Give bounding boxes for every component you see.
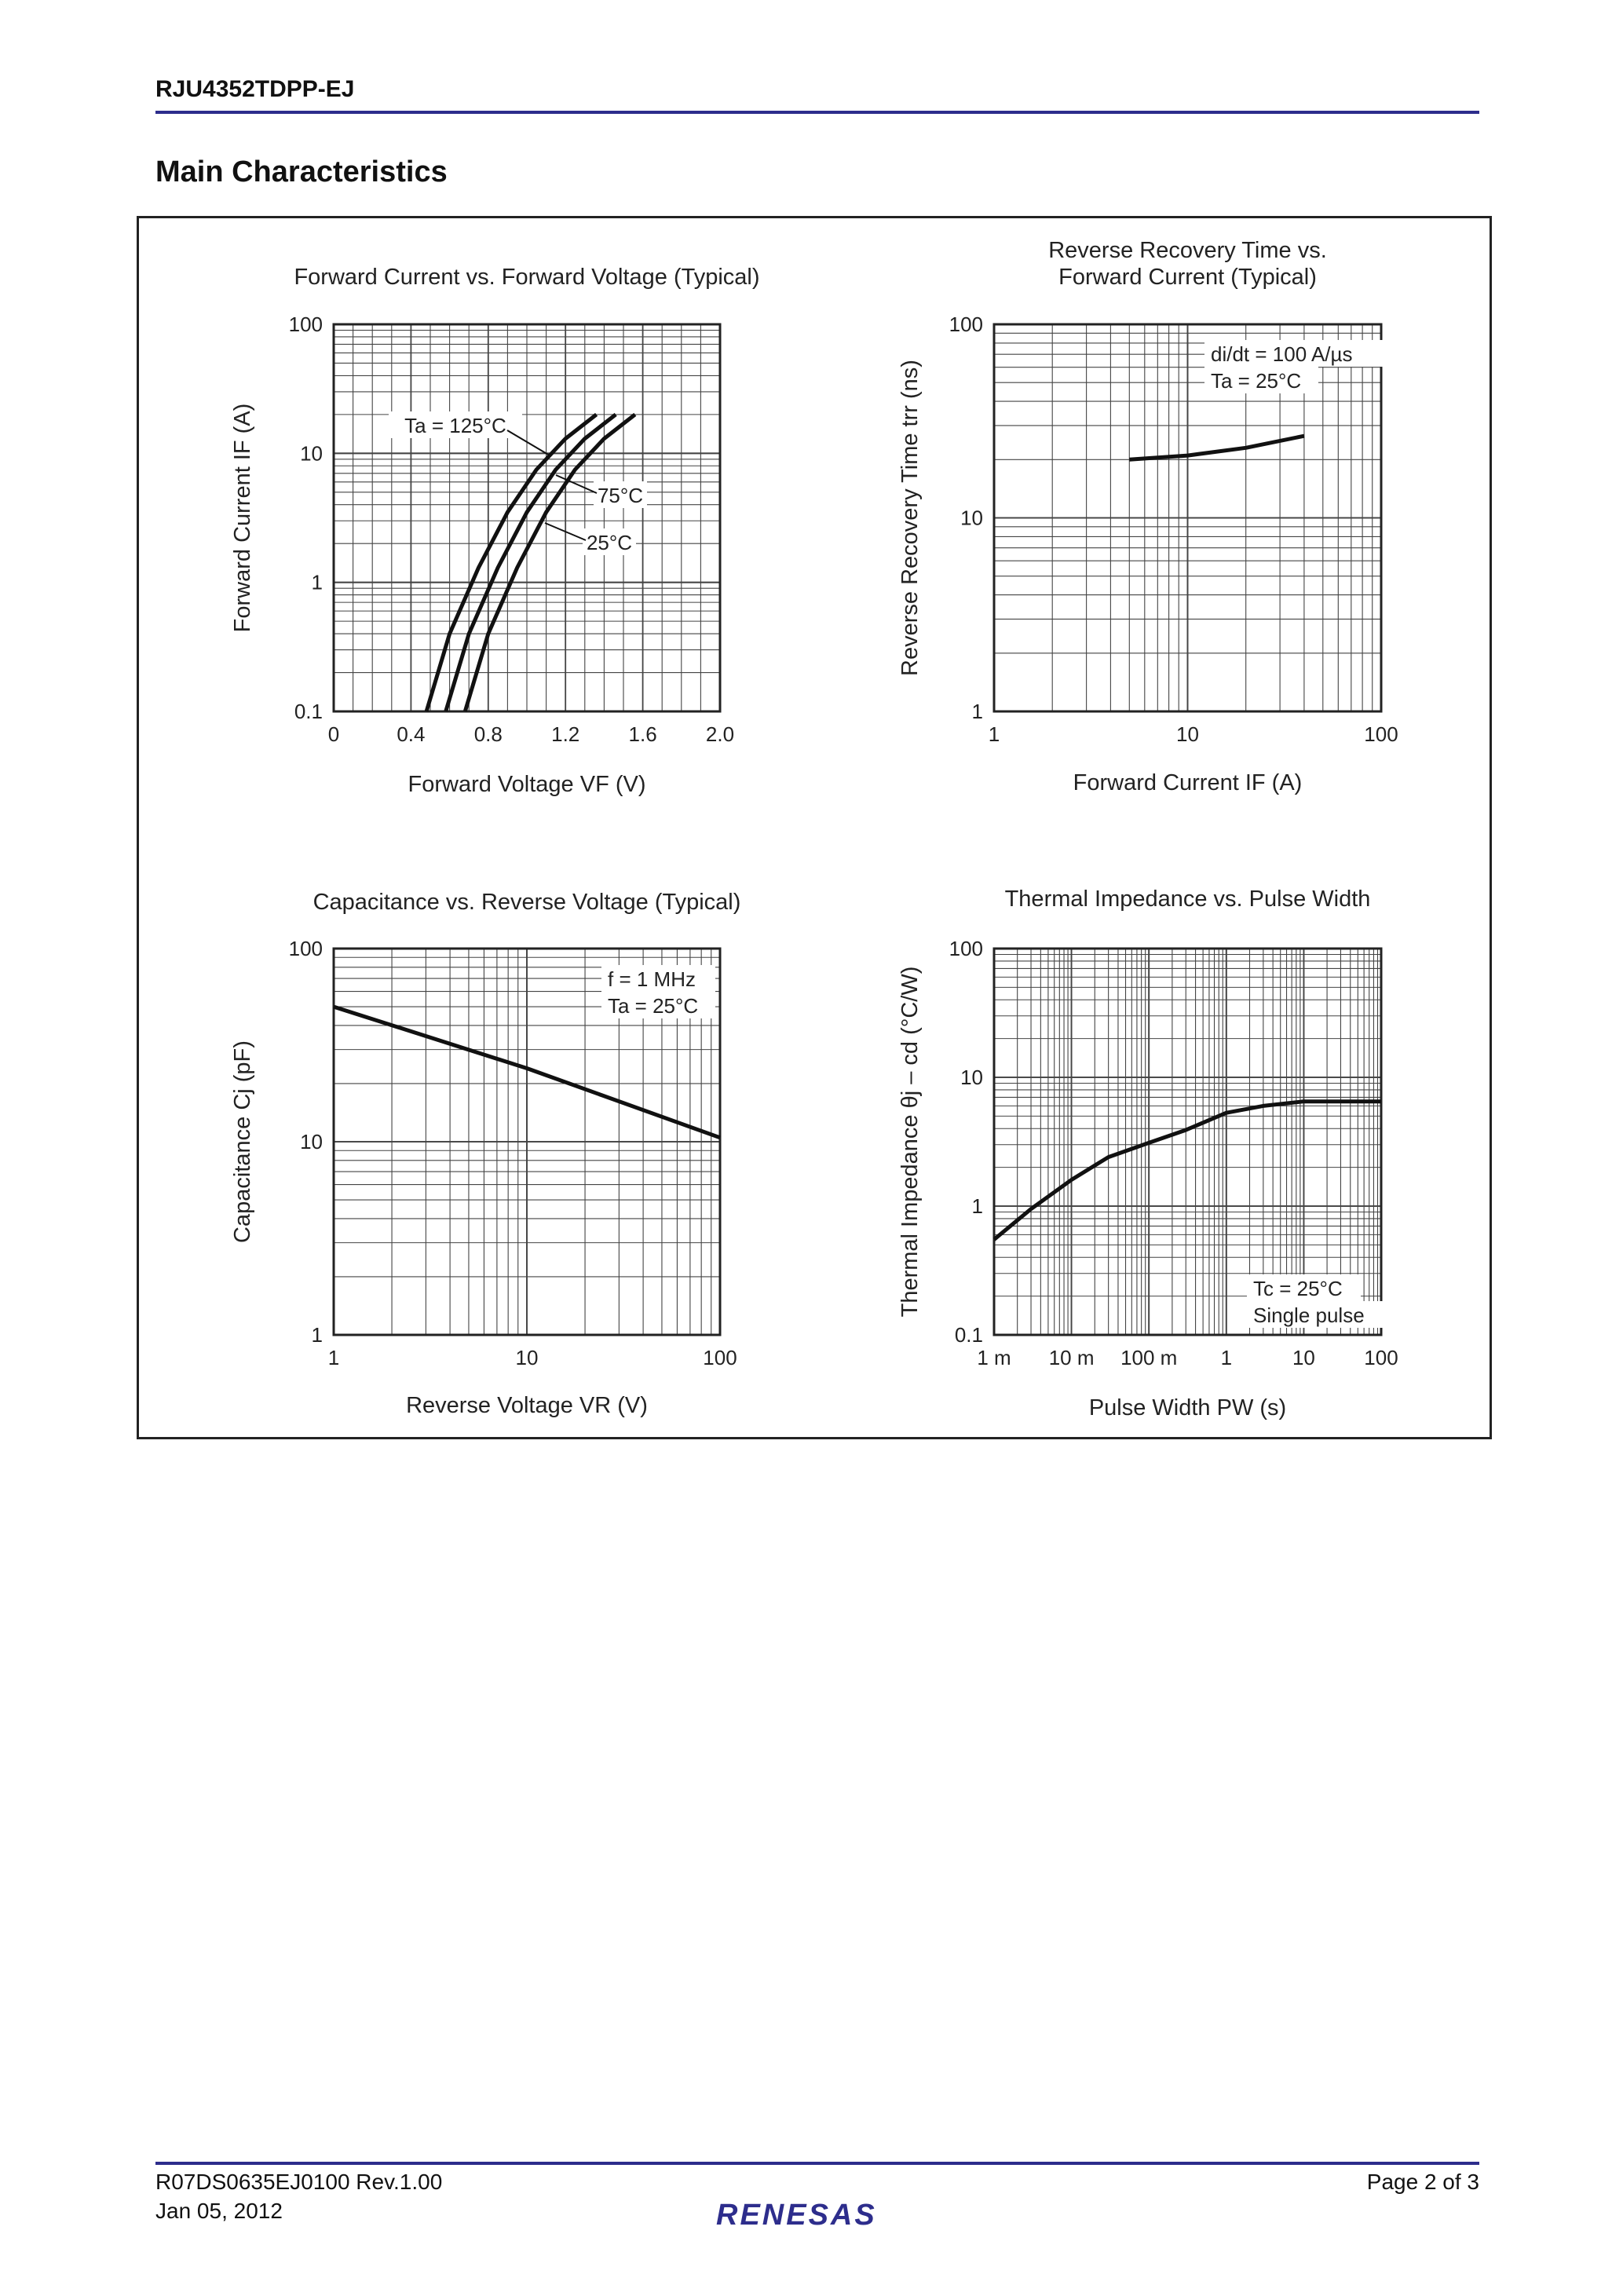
y-axis-label: Thermal Impedance θj – cd (°C/W)	[897, 966, 923, 1318]
chart-annotation: Ta = 25°C	[608, 994, 699, 1018]
x-tick-label: 0	[327, 722, 340, 746]
y-tick-label: 10	[300, 441, 323, 466]
series-annotation: Ta = 125°C	[404, 414, 506, 437]
chart-annotation: Single pulse	[1253, 1303, 1365, 1327]
series-line	[1129, 436, 1304, 459]
series-annotation: 25°C	[586, 531, 633, 554]
x-tick-label: 1	[1220, 1346, 1233, 1369]
chart-title: Forward Current (Typical)	[1058, 265, 1317, 290]
x-tick-label: 2.0	[705, 722, 735, 746]
x-axis-label: Forward Current IF (A)	[1073, 770, 1303, 795]
y-tick-label: 0.1	[954, 1323, 983, 1347]
chart-zth	[897, 887, 1398, 1420]
y-tick-label: 100	[949, 313, 983, 336]
x-axis-label: Pulse Width PW (s)	[1088, 1395, 1287, 1420]
y-tick-label: 100	[949, 937, 983, 960]
annotation-arrow	[507, 430, 550, 455]
chart-title: Thermal Impedance vs. Pulse Width	[1004, 887, 1371, 912]
y-tick-label: 0.1	[294, 700, 323, 723]
x-tick-label: 1	[988, 722, 1000, 746]
x-tick-label: 100	[1364, 1346, 1398, 1369]
chart-annotation: Tc = 25°C	[1253, 1277, 1343, 1300]
y-tick-label: 10	[960, 506, 983, 530]
x-tick-label: 0.4	[397, 722, 426, 746]
x-tick-label: 1	[327, 1346, 340, 1369]
chart-annotation: f = 1 MHz	[608, 967, 696, 991]
y-tick-label: 1	[971, 1194, 983, 1218]
x-tick-label: 10	[1292, 1346, 1315, 1369]
part-number-header: RJU4352TDPP-EJ	[155, 76, 355, 102]
x-tick-label: 1.2	[551, 722, 580, 746]
chart-cj	[230, 890, 740, 1418]
y-tick-label: 100	[288, 937, 323, 960]
x-tick-label: 10 m	[1048, 1346, 1095, 1369]
chart-annotation: di/dt = 100 A/µs	[1211, 342, 1353, 366]
chart-annotation: Ta = 25°C	[1211, 369, 1302, 393]
y-axis-label: Reverse Recovery Time trr (ns)	[897, 360, 923, 676]
footer-doc-number: R07DS0635EJ0100 Rev.1.00	[155, 2170, 443, 2194]
y-axis-label: Forward Current IF (A)	[230, 403, 255, 633]
y-tick-label: 1	[311, 1323, 323, 1347]
x-tick-label: 100 m	[1120, 1346, 1178, 1369]
renesas-logo: RENESAS	[716, 2199, 877, 2232]
footer-date: Jan 05, 2012	[155, 2199, 283, 2223]
x-tick-label: 100	[1364, 722, 1398, 746]
series-annotation: 75°C	[597, 484, 644, 507]
y-tick-label: 10	[300, 1130, 323, 1153]
x-axis-label: Reverse Voltage VR (V)	[406, 1393, 648, 1418]
section-title: Main Characteristics	[155, 155, 448, 188]
x-tick-label: 10	[1176, 722, 1199, 746]
x-axis-label: Forward Voltage VF (V)	[408, 772, 646, 797]
x-tick-label: 100	[703, 1346, 737, 1369]
x-tick-label: 0.8	[473, 722, 503, 746]
chart-grid	[994, 324, 1381, 711]
chart-grid	[334, 324, 720, 711]
footer-page-number: Page 2 of 3	[1366, 2170, 1479, 2194]
chart-title: Forward Current vs. Forward Voltage (Typical)	[294, 265, 760, 290]
x-tick-label: 1 m	[977, 1346, 1011, 1369]
y-tick-label: 10	[960, 1066, 983, 1089]
chart-title: Capacitance vs. Reverse Voltage (Typical)	[313, 890, 741, 915]
y-tick-label: 1	[971, 700, 983, 723]
chart-trr	[897, 238, 1401, 795]
chart-vf	[230, 265, 760, 797]
y-tick-label: 100	[288, 313, 323, 336]
x-tick-label: 1.6	[628, 722, 657, 746]
footer-rule	[155, 2162, 1479, 2165]
x-tick-label: 10	[515, 1346, 539, 1369]
y-axis-label: Capacitance Cj (pF)	[230, 1040, 255, 1243]
chart-title: Reverse Recovery Time vs.	[1048, 238, 1327, 263]
y-tick-label: 1	[311, 570, 323, 594]
